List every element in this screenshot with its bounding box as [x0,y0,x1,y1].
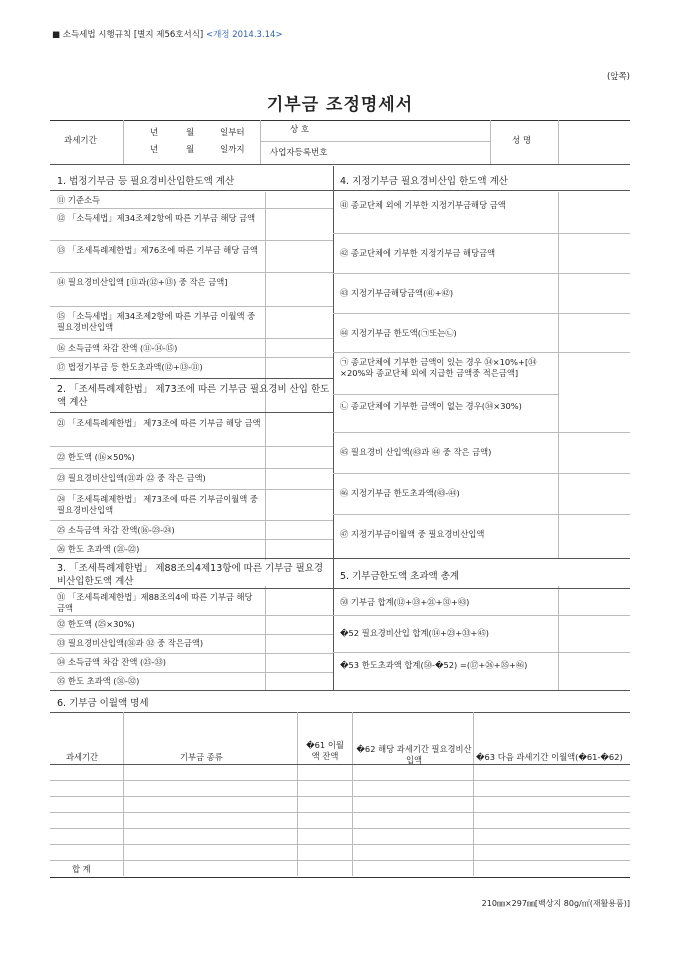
from-year[interactable]: 년 [150,128,159,138]
sec2-row-21: ㉑ 「조세특례제한법」 제73조에 따른 기부금 해당 금액 [57,418,261,428]
period-label: 과세기간 [64,136,97,146]
sec5-row-51: ㊿ 기부금 합계(⑫+⑬+㉑+㉛+㊸) [340,597,470,607]
to-month[interactable]: 월 [186,145,195,155]
sec1-row-13: ⑬ 「조세특례제한법」제76조에 따른 기부금 해당 금액 [57,245,258,255]
sec1-row-11: ⑪ 기준소득 [57,195,100,205]
sec1-row-12: ⑫ 「소득세법」제34조제2항에 따른 기부금 해당 금액 [57,213,256,223]
sec3-row-35: ㉟ 한도 초과액 (㉛-㉜) [57,676,140,686]
sec4-row-42: ㊷ 종교단체에 기부한 지정기부금 해당금액 [340,248,496,258]
sec6-col-type: 기부금 종류 [180,752,223,762]
sec1-row-14: ⑭ 필요경비산입액 [⑪과(⑫+⑬) 중 작은 금액] [57,277,228,287]
sec6-col-61: �61 이월액 잔액 [306,740,344,761]
sec4-title: 4. 지정기부금 필요경비산입 한도액 계산 [340,176,508,187]
sec4-row-41: ㊶ 종교단체 외에 기부한 지정기부금해당 금액 [340,200,506,210]
sec3-row-32: ㉜ 한도액 (㉕×30%) [57,619,135,629]
form-reference-text: ■ 소득세법 시행규칙 [별지 제56호서식] [52,30,204,40]
company-label: 상 호 [290,125,310,135]
to-day[interactable]: 일까지 [220,145,245,155]
sec1-row-17: ⑰ 법정기부금 등 한도초과액(⑫+⑬-⑪) [57,362,203,372]
sec4-row-46: ㊻ 지정기부금 한도초과액(㊸-㊹) [340,488,460,498]
sec2-row-22: ㉒ 한도액 (⑯×50%) [57,452,135,462]
sec3-row-33: ㉝ 필요경비산입액(㉛과 ㉜ 중 작은금액) [57,638,204,648]
sec6-col-63: �63 다음 과세기간 이월액(�61-�62) [476,752,623,762]
sec4-row-44: ㊹ 지정기부금 한도액(㉠또는㉡) [340,328,457,338]
from-day[interactable]: 일부터 [220,128,245,138]
sec5-row-53: �53 한도초과액 합계(㊿-�52) =(⑰+㉖+㉟+㊻) [340,660,528,670]
name-label: 성 명 [512,136,532,146]
page-title: 기부금 조정명세서 [266,95,414,115]
sec4-row-47: ㊼ 지정기부금이월액 중 필요경비산입액 [340,529,485,539]
sec5-row-52: �52 필요경비산입 합계(⑭+㉓+㉝+㊺) [340,628,489,638]
sec2-row-24: ㉔ 「조세특례제한법」 제73조에 따른 기부금이월액 중 필요경비산입액 [57,494,258,515]
sec4-row-a: ㉠ 종교단체에 기부한 금액이 있는 경우 ㉞×10%+[㉞×20%와 종교단체 외에 지급한 금액중 적은금액] [340,357,537,378]
sec3-row-31: ㉛ 「조세특례제한법」제88조의4에 따른 기부금 해당 금액 [57,592,253,613]
sec5-title: 5. 기부금한도액 초과액 총계 [340,571,460,582]
sec2-row-26: ㉖ 한도 초과액 (㉑-㉒) [57,544,140,554]
sec3-row-34: ㉞ 소득금액 차감 잔액 (㉕-㉝) [57,657,167,667]
sec2-title: 2. 「조세특례제한법」 제73조에 따른 기부금 필요경비 산입 한도액 계산 [57,384,330,408]
from-month[interactable]: 월 [186,128,195,138]
sec3-title: 3. 「조세특례제한법」 제88조의4제13항에 따른 기부금 필요경비산입한도액 계산 [57,563,324,587]
sec6-col-period: 과세기간 [66,752,99,762]
taxpayer-info [50,120,630,165]
sec1-row-16: ⑯ 소득금액 차감 잔액 (⑪-⑭-⑮) [57,343,178,353]
paper-spec: 210㎜×297㎜[백상지 80g/㎡(재활용품)] [481,899,630,908]
front-page-label: (앞쪽) [606,72,630,82]
revision-date: <개정 2014.3.14> [205,30,283,40]
to-year[interactable]: 년 [150,145,159,155]
sec4-row-45: ㊺ 필요경비 산입액(㊸과 ㊹ 중 작은 금액) [340,447,492,457]
sec1-title: 1. 법정기부금 등 필요경비산입한도액 계산 [57,176,235,187]
bizno-label: 사업자등록번호 [270,148,328,158]
sec6-total: 합 계 [72,864,91,874]
sec4-row-b: ㉡ 종교단체에 기부한 금액이 없는 경우(㉞×30%) [340,401,522,411]
sec6-title: 6. 기부금 이월액 명세 [57,698,149,709]
sec2-row-23: ㉓ 필요경비산입액(㉑과 ㉒ 중 작은 금액) [57,473,206,483]
sec6-col-62: �62 해당 과세기간 필요경비산입액 [356,744,472,765]
sec2-row-25: ㉕ 소득금액 차감 잔액(⑯-㉓-㉔) [57,525,175,535]
sec1-row-15: ⑮ 「소득세법」제34조제2항에 따른 기부금 이월액 중 필요경비산입액 [57,311,256,332]
form-reference [52,28,283,40]
sec4-row-43: ㊸ 지정기부금해당금액(㊶+㊷) [340,288,454,298]
